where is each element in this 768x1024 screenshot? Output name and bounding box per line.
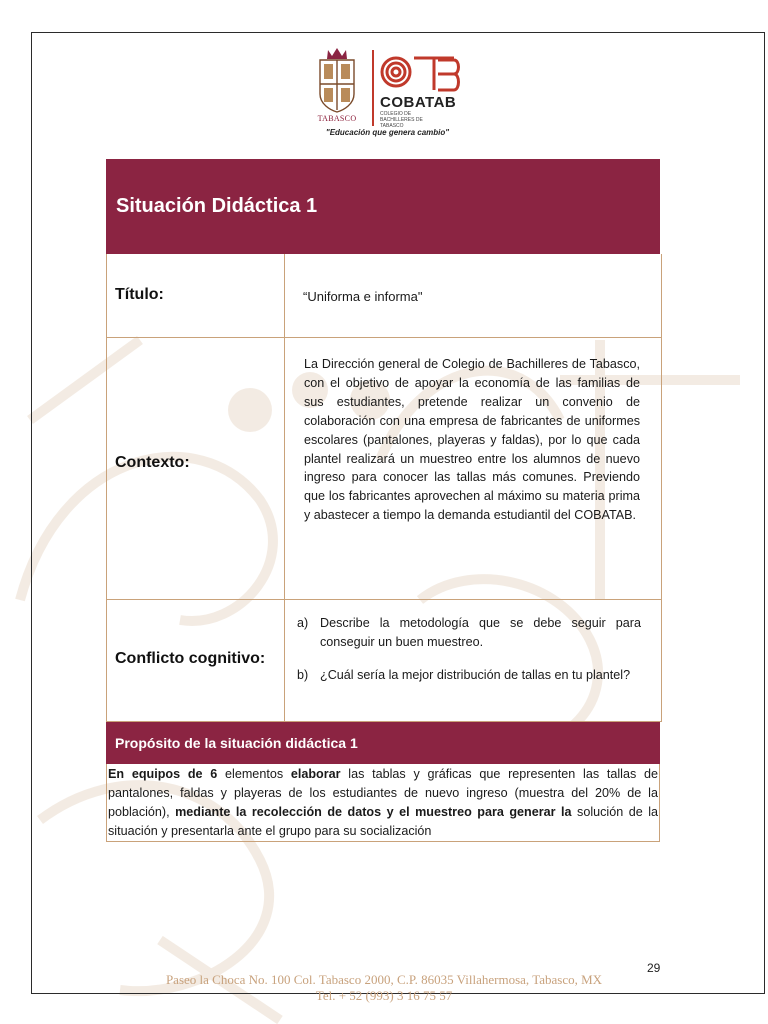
page-number: 29	[647, 961, 661, 975]
conflict-question-list	[297, 614, 641, 699]
table-row-contexto	[107, 338, 661, 600]
seal-label: TABASCO	[317, 114, 357, 123]
contexto-label-cell	[107, 338, 285, 599]
logo-divider	[372, 50, 374, 126]
footer-address: Paseo la Choca No. 100 Col. Tabasco 2000, C.P. 86035 Villahermosa, Tabasco, MX	[165, 972, 603, 987]
contexto-label: Contexto:	[115, 454, 190, 471]
titulo-label: Título:	[115, 286, 164, 303]
purpose-title: Propósito de la situación didáctica 1	[115, 735, 358, 751]
table-row-conflicto	[107, 600, 661, 722]
footer-phone: Tel. + 52 (993) 3 16 75 57	[315, 988, 453, 1003]
list-item	[297, 614, 641, 652]
list-marker: b)	[297, 668, 309, 682]
cobatab-logo-icon	[380, 52, 460, 94]
purpose-bold-1: En equipos de 6	[108, 767, 218, 781]
conflicto-label: Conflicto cognitivo:	[115, 650, 266, 667]
titulo-value: “Uniforma e informa"	[303, 289, 423, 304]
header-logo	[300, 44, 475, 144]
conflicto-value-cell	[285, 600, 661, 721]
list-item-text: Describe la metodología que se debe seguir para conseguir un buen muestreo.	[320, 616, 641, 649]
list-marker: a)	[297, 616, 309, 630]
motto: "Educación que genera cambio"	[325, 128, 450, 137]
brand-name: COBATAB	[380, 94, 457, 111]
table-row-titulo	[107, 254, 661, 338]
contexto-value-cell	[285, 338, 661, 599]
tabasco-seal-icon	[314, 46, 360, 116]
purpose-text-1: elementos	[217, 767, 291, 781]
list-item	[297, 666, 641, 685]
contexto-text: La Dirección general de Colegio de Bachilleres de Tabasco, con el objetivo de apoyar la economía de las familias de sus estudiantes, pretende realizar un convenio de colaboración con una empresa de fabricantes de uniformes escolares (pantalones, playeras y faldas), por lo que cada plantel realizará un muestreo entre los alumnos de nuevo ingreso para conocer las tallas más comunes. Previendo que los fabricantes aprovechen al máximo su materia prima y abastecer a tiempo la demanda estudiantil del COBATAB.	[304, 357, 640, 523]
purpose-text-2: las tablas y gráficas que representen las tallas de pantalones, faldas y playeras de los estudiantes de nuevo ingreso (muestra del 20% de la población),	[108, 767, 658, 819]
titulo-label-cell	[107, 254, 285, 337]
list-item-text: ¿Cuál sería la mejor distribución de tallas en tu plantel?	[320, 668, 631, 682]
purpose-bold-2: elaborar	[290, 767, 341, 781]
purpose-bold-3: mediante la recolección de datos y el muestreo para generar la	[175, 805, 572, 819]
titulo-value-cell	[285, 254, 661, 337]
situation-table	[106, 254, 662, 722]
purpose-header	[106, 722, 660, 764]
situation-header	[106, 159, 660, 254]
conflicto-label-cell	[107, 600, 285, 721]
brand-subtitle: COLEGIO DE BACHILLERES DE TABASCO	[380, 111, 423, 129]
purpose-text-3: solución de la situación y presentarla ante el grupo para su socialización	[108, 805, 659, 838]
situation-title: Situación Didáctica 1	[116, 195, 318, 217]
purpose-body	[106, 764, 660, 842]
